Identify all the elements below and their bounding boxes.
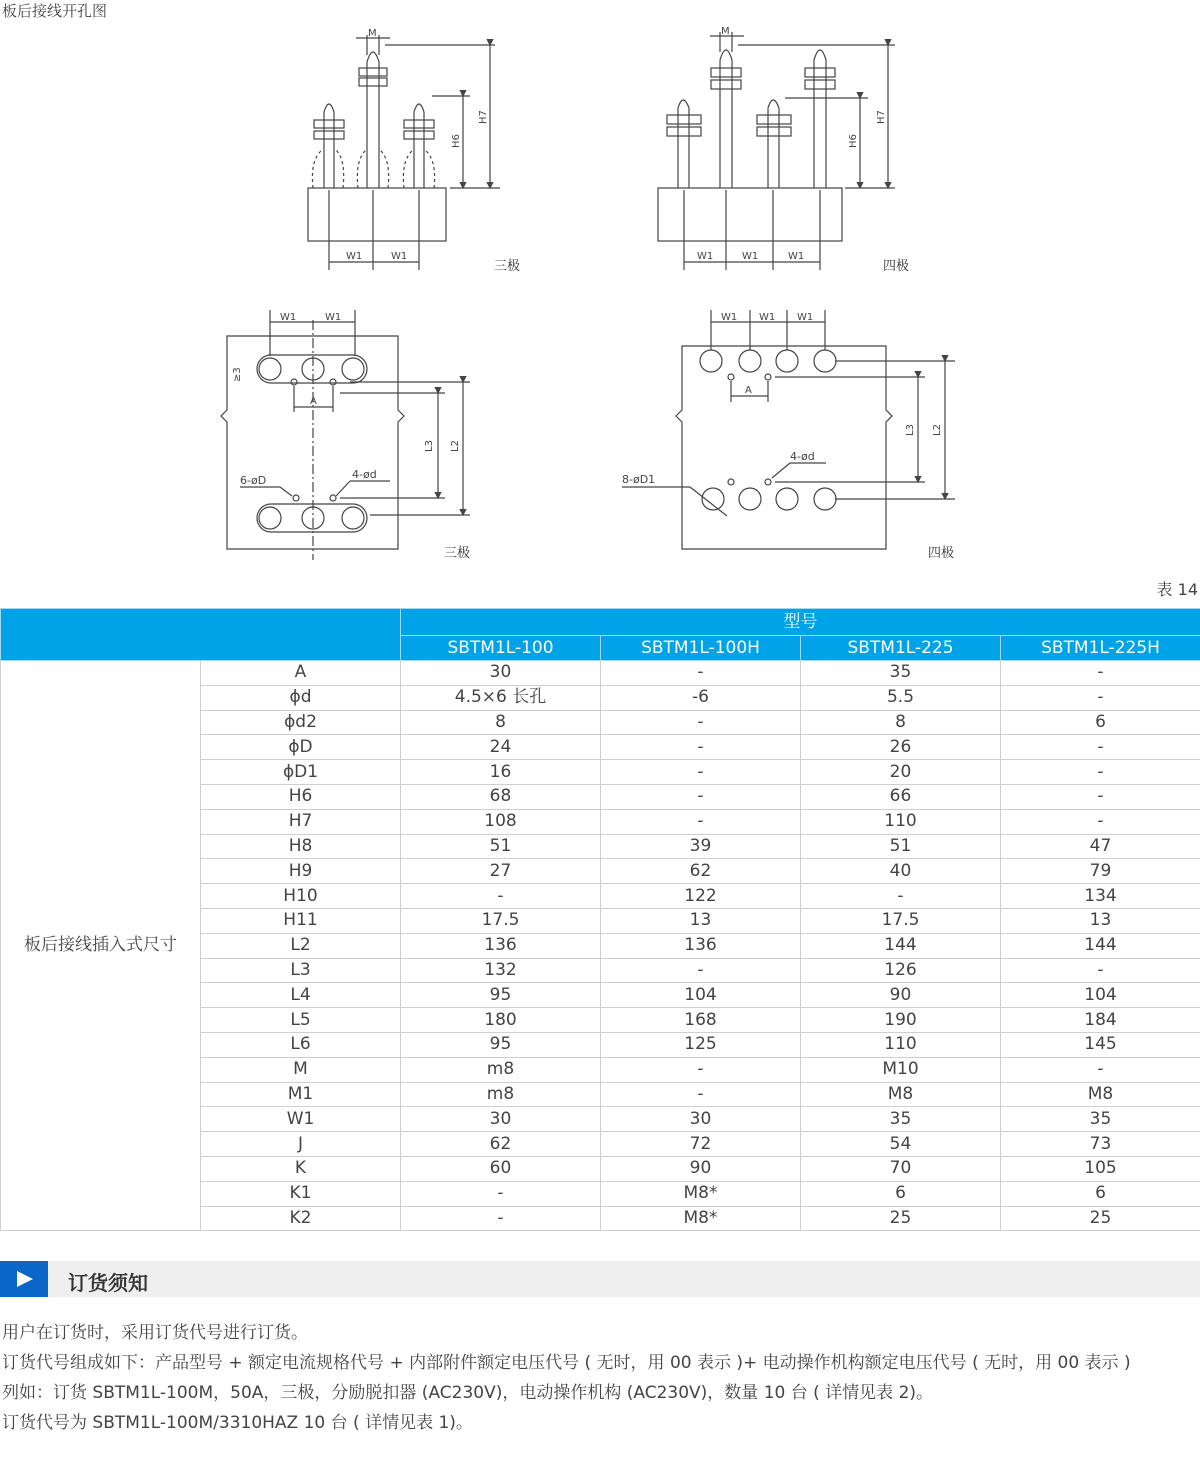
param-name: M — [201, 1057, 401, 1082]
param-value: M10 — [801, 1057, 1001, 1082]
param-name: L4 — [201, 983, 401, 1008]
header-model: SBTM1L-100 — [401, 636, 601, 661]
label-W1: W1 — [346, 251, 363, 262]
param-value: - — [601, 710, 801, 735]
param-value: 5.5 — [801, 685, 1001, 710]
param-name: H7 — [201, 809, 401, 834]
order-note: 用户在订货时，采用订货代号进行订货。 — [2, 1323, 308, 1343]
label-W1-cut4-a: W1 — [721, 312, 738, 323]
param-name: H10 — [201, 884, 401, 909]
header-model: SBTM1L-225 — [801, 636, 1001, 661]
param-value: 8 — [801, 710, 1001, 735]
section-caption: 板后接线开孔图 — [2, 2, 108, 20]
param-value: 70 — [801, 1156, 1001, 1181]
param-value: - — [601, 735, 801, 760]
param-value: 62 — [401, 1132, 601, 1157]
param-value: 30 — [601, 1107, 801, 1132]
label-W1-cut4-c: W1 — [797, 312, 814, 323]
label-M: M — [368, 28, 377, 39]
param-value: 168 — [601, 1008, 801, 1033]
param-value: 144 — [801, 933, 1001, 958]
side-view-4pole — [658, 26, 909, 274]
label-6-phiD: 6-øD — [240, 474, 267, 487]
order-section-title: 订货须知 — [68, 1271, 148, 1295]
param-value: 90 — [601, 1156, 801, 1181]
param-value: 90 — [801, 983, 1001, 1008]
param-value: 184 — [1001, 1008, 1200, 1033]
label-A-4p: A — [745, 385, 752, 396]
param-value: m8 — [401, 1057, 601, 1082]
param-name: L3 — [201, 958, 401, 983]
label-H6: H6 — [451, 134, 462, 148]
param-value: 190 — [801, 1008, 1001, 1033]
label-four-pole-cut: 四极 — [928, 546, 955, 561]
param-value: 8 — [401, 710, 601, 735]
play-icon — [0, 1261, 48, 1297]
param-value: - — [1001, 735, 1200, 760]
param-value: 6 — [1001, 710, 1200, 735]
header-model: SBTM1L-100H — [601, 636, 801, 661]
param-name: ϕd2 — [201, 710, 401, 735]
label-W1: W1 — [391, 251, 408, 262]
param-value: 145 — [1001, 1032, 1200, 1057]
label-M-4p: M — [721, 26, 730, 37]
param-value: 104 — [601, 983, 801, 1008]
param-name: K2 — [201, 1206, 401, 1231]
param-value: 47 — [1001, 834, 1200, 859]
param-name: L5 — [201, 1008, 401, 1033]
label-A: A — [310, 396, 317, 407]
param-name: H6 — [201, 784, 401, 809]
param-value: - — [601, 958, 801, 983]
order-section-header — [0, 1261, 1200, 1297]
label-L3: L3 — [424, 440, 435, 452]
param-name: ϕD — [201, 735, 401, 760]
param-name: H8 — [201, 834, 401, 859]
param-name: K — [201, 1156, 401, 1181]
param-value: - — [601, 661, 801, 686]
param-value: M8* — [601, 1181, 801, 1206]
param-value: m8 — [401, 1082, 601, 1107]
param-value: 68 — [401, 784, 601, 809]
param-value: 25 — [801, 1206, 1001, 1231]
panel-cutout-drawings — [0, 0, 1200, 575]
param-value: 27 — [401, 859, 601, 884]
label-H6-4p: H6 — [848, 134, 859, 148]
param-value: - — [601, 784, 801, 809]
param-value: 54 — [801, 1132, 1001, 1157]
param-value: 136 — [401, 933, 601, 958]
param-value: - — [1001, 685, 1200, 710]
param-value: M8 — [801, 1082, 1001, 1107]
param-value: 66 — [801, 784, 1001, 809]
table-body — [1, 661, 1200, 1231]
param-value: 180 — [401, 1008, 601, 1033]
label-W1-cut-a: W1 — [280, 312, 297, 323]
param-value: 62 — [601, 859, 801, 884]
label-4-phid: 4-ød — [352, 468, 377, 481]
param-value: - — [401, 1181, 601, 1206]
param-value: 30 — [401, 1107, 601, 1132]
param-value: M8 — [1001, 1082, 1200, 1107]
header-model: SBTM1L-225H — [1001, 636, 1200, 661]
param-value: 73 — [1001, 1132, 1200, 1157]
param-value: 20 — [801, 760, 1001, 785]
table-row — [1, 661, 1200, 686]
param-value: 51 — [801, 834, 1001, 859]
dimension-table — [0, 608, 1200, 1231]
label-three-pole-cut: 三极 — [444, 546, 471, 561]
order-note: 订货代号组成如下：产品型号 + 额定电流规格代号 + 内部附件额定电压代号 ( 无时，用 00 表示 )+ 电动操作机构额定电压代号 ( 无时，用 00 表示 ) — [2, 1353, 1131, 1373]
param-value: 35 — [1001, 1107, 1200, 1132]
param-name: L2 — [201, 933, 401, 958]
param-value: 4.5×6 长孔 — [401, 685, 601, 710]
param-value: 72 — [601, 1132, 801, 1157]
label-four-pole: 四极 — [883, 259, 910, 274]
param-value: 134 — [1001, 884, 1200, 909]
table-number: 表 14 — [1156, 580, 1198, 599]
param-value: 40 — [801, 859, 1001, 884]
label-W1-cut-b: W1 — [325, 312, 342, 323]
param-value: 105 — [1001, 1156, 1200, 1181]
param-value: 6 — [1001, 1181, 1200, 1206]
param-value: - — [601, 809, 801, 834]
cutout-4pole — [622, 310, 955, 561]
label-ge3: ≥3 — [232, 367, 243, 382]
param-value: - — [1001, 958, 1200, 983]
param-value: 35 — [801, 661, 1001, 686]
param-value: 24 — [401, 735, 601, 760]
order-note: 列如：订货 SBTM1L-100M，50A，三极，分励脱扣器 (AC230V)，电动操作机构 (AC230V)，数量 10 台 ( 详情见表 2)。 — [2, 1383, 934, 1403]
param-name: W1 — [201, 1107, 401, 1132]
param-name: ϕD1 — [201, 760, 401, 785]
param-value: - — [601, 760, 801, 785]
param-value: - — [1001, 784, 1200, 809]
param-name: K1 — [201, 1181, 401, 1206]
param-value: - — [801, 884, 1001, 909]
param-value: 144 — [1001, 933, 1200, 958]
label-L2-4p: L2 — [932, 424, 943, 436]
label-4-phid-4p: 4-ød — [790, 450, 815, 463]
param-value: - — [1001, 661, 1200, 686]
order-notes — [2, 1318, 1198, 1438]
param-value: - — [601, 1057, 801, 1082]
param-name: M1 — [201, 1082, 401, 1107]
order-note: 订货代号为 SBTM1L-100M/3310HAZ 10 台 ( 详情见表 1)。 — [2, 1413, 473, 1433]
side-view-3pole — [308, 28, 520, 274]
param-value: 95 — [401, 983, 601, 1008]
param-value: 17.5 — [801, 908, 1001, 933]
param-value: 39 — [601, 834, 801, 859]
label-L3-4p: L3 — [905, 424, 916, 436]
label-W1-cut4-b: W1 — [759, 312, 776, 323]
param-value: 60 — [401, 1156, 601, 1181]
param-value: 79 — [1001, 859, 1200, 884]
param-value: 125 — [601, 1032, 801, 1057]
param-value: - — [1001, 1057, 1200, 1082]
param-value: 132 — [401, 958, 601, 983]
param-value: - — [1001, 809, 1200, 834]
param-value: 16 — [401, 760, 601, 785]
label-W1-4p-b: W1 — [742, 251, 759, 262]
row-group-label: 板后接线插入式尺寸 — [1, 661, 201, 1231]
param-value: 108 — [401, 809, 601, 834]
param-name: A — [201, 661, 401, 686]
param-value: 17.5 — [401, 908, 601, 933]
param-value: 122 — [601, 884, 801, 909]
param-value: 110 — [801, 1032, 1001, 1057]
param-value: 13 — [1001, 908, 1200, 933]
param-value: 95 — [401, 1032, 601, 1057]
param-value: 126 — [801, 958, 1001, 983]
param-name: L6 — [201, 1032, 401, 1057]
label-W1-4p-c: W1 — [788, 251, 805, 262]
param-value: 25 — [1001, 1206, 1200, 1231]
param-name: J — [201, 1132, 401, 1157]
param-value: 110 — [801, 809, 1001, 834]
param-name: ϕd — [201, 685, 401, 710]
param-value: 6 — [801, 1181, 1001, 1206]
param-value: 35 — [801, 1107, 1001, 1132]
cutout-3pole — [221, 310, 470, 561]
label-W1-4p-a: W1 — [697, 251, 714, 262]
param-value: 104 — [1001, 983, 1200, 1008]
param-value: 136 — [601, 933, 801, 958]
param-name: H9 — [201, 859, 401, 884]
param-value: - — [401, 884, 601, 909]
header-blank — [1, 609, 401, 661]
label-three-pole: 三极 — [494, 259, 521, 274]
label-L2: L2 — [450, 440, 461, 452]
label-H7: H7 — [478, 110, 489, 124]
param-value: M8* — [601, 1206, 801, 1231]
param-value: - — [401, 1206, 601, 1231]
param-value: 51 — [401, 834, 601, 859]
label-H7-4p: H7 — [876, 110, 887, 124]
label-8-phiD1: 8-øD1 — [622, 473, 656, 486]
param-value: 13 — [601, 908, 801, 933]
param-value: - — [601, 1082, 801, 1107]
param-value: 30 — [401, 661, 601, 686]
param-value: 26 — [801, 735, 1001, 760]
param-name: H11 — [201, 908, 401, 933]
param-value: - — [1001, 760, 1200, 785]
param-value: -6 — [601, 685, 801, 710]
header-model-group: 型号 — [401, 609, 1200, 636]
